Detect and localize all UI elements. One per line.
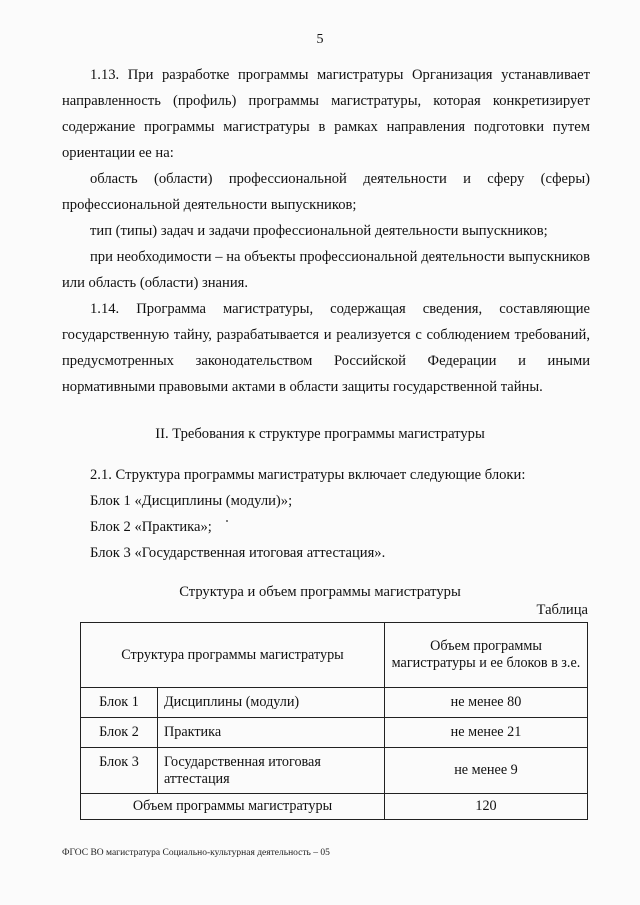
table-total-row — [81, 794, 588, 820]
paragraph-tasks: тип (типы) задач и задачи профессиональной деятельности выпускников; — [90, 223, 548, 239]
paragraph-objects: при необходимости – на объекты профессиональной деятельности выпускников или область (области) знания. — [62, 249, 590, 291]
table-label: Таблица — [536, 602, 588, 618]
table-row — [81, 748, 588, 794]
table-caption: Структура и объем программы магистратуры — [179, 584, 461, 600]
header-volume: Объем программы магистратуры и ее блоков в з.е. — [385, 623, 588, 688]
structure-table — [80, 622, 588, 820]
section-1-text — [62, 62, 590, 400]
scan-speck — [226, 520, 228, 522]
block-2-item: Блок 2 «Практика»; — [90, 519, 212, 535]
structure-intro: 2.1. Структура программы магистратуры включает следующие блоки: — [90, 467, 526, 483]
page-number: 5 — [316, 32, 324, 47]
paragraph-1-14: 1.14. Программа магистратуры, содержащая сведения, составляющие государственную тайну, разрабатывается и реализуется с соблюдением требований, предусмотренных законодательством Российской Федерации и иными нормативными правовыми актами в области защиты государственной тайны. — [62, 301, 590, 395]
paragraph-area-line1: область (области) профессиональной деятельности и сферу (сферы) — [90, 171, 590, 187]
row-volume: не менее 21 — [385, 718, 588, 748]
header-structure: Структура программы магистратуры — [81, 623, 385, 688]
row-block: Блок 3 — [81, 748, 158, 794]
row-name: Дисциплины (модули) — [158, 688, 385, 718]
total-value: 120 — [385, 794, 588, 820]
row-volume: не менее 9 — [385, 748, 588, 794]
block-3-item: Блок 3 «Государственная итоговая аттестация». — [90, 545, 386, 561]
paragraph-1-13: 1.13. При разработке программы магистратуры Организация устанавливает направленность (профиль) программы магистратуры, которая конкретизирует содержание программы магистратуры в рамках направления подготовки путем ориентации ее на: — [62, 67, 590, 161]
footer: ФГОС ВО магистратура Социально-культурная деятельность – 05 — [62, 848, 330, 858]
row-volume: не менее 80 — [385, 688, 588, 718]
blocks-list — [62, 462, 590, 566]
table-row — [81, 718, 588, 748]
row-name: Государственная итоговая аттестация — [158, 748, 385, 794]
section-heading: II. Требования к структуре программы магистратуры — [155, 426, 485, 442]
table-row — [81, 688, 588, 718]
row-block: Блок 2 — [81, 718, 158, 748]
block-1-item: Блок 1 «Дисциплины (модули)»; — [90, 493, 293, 509]
row-name: Практика — [158, 718, 385, 748]
paragraph-area-line2: профессиональной деятельности выпускников; — [62, 197, 357, 213]
row-block: Блок 1 — [81, 688, 158, 718]
total-label: Объем программы магистратуры — [81, 794, 385, 820]
table-header-row — [81, 623, 588, 688]
